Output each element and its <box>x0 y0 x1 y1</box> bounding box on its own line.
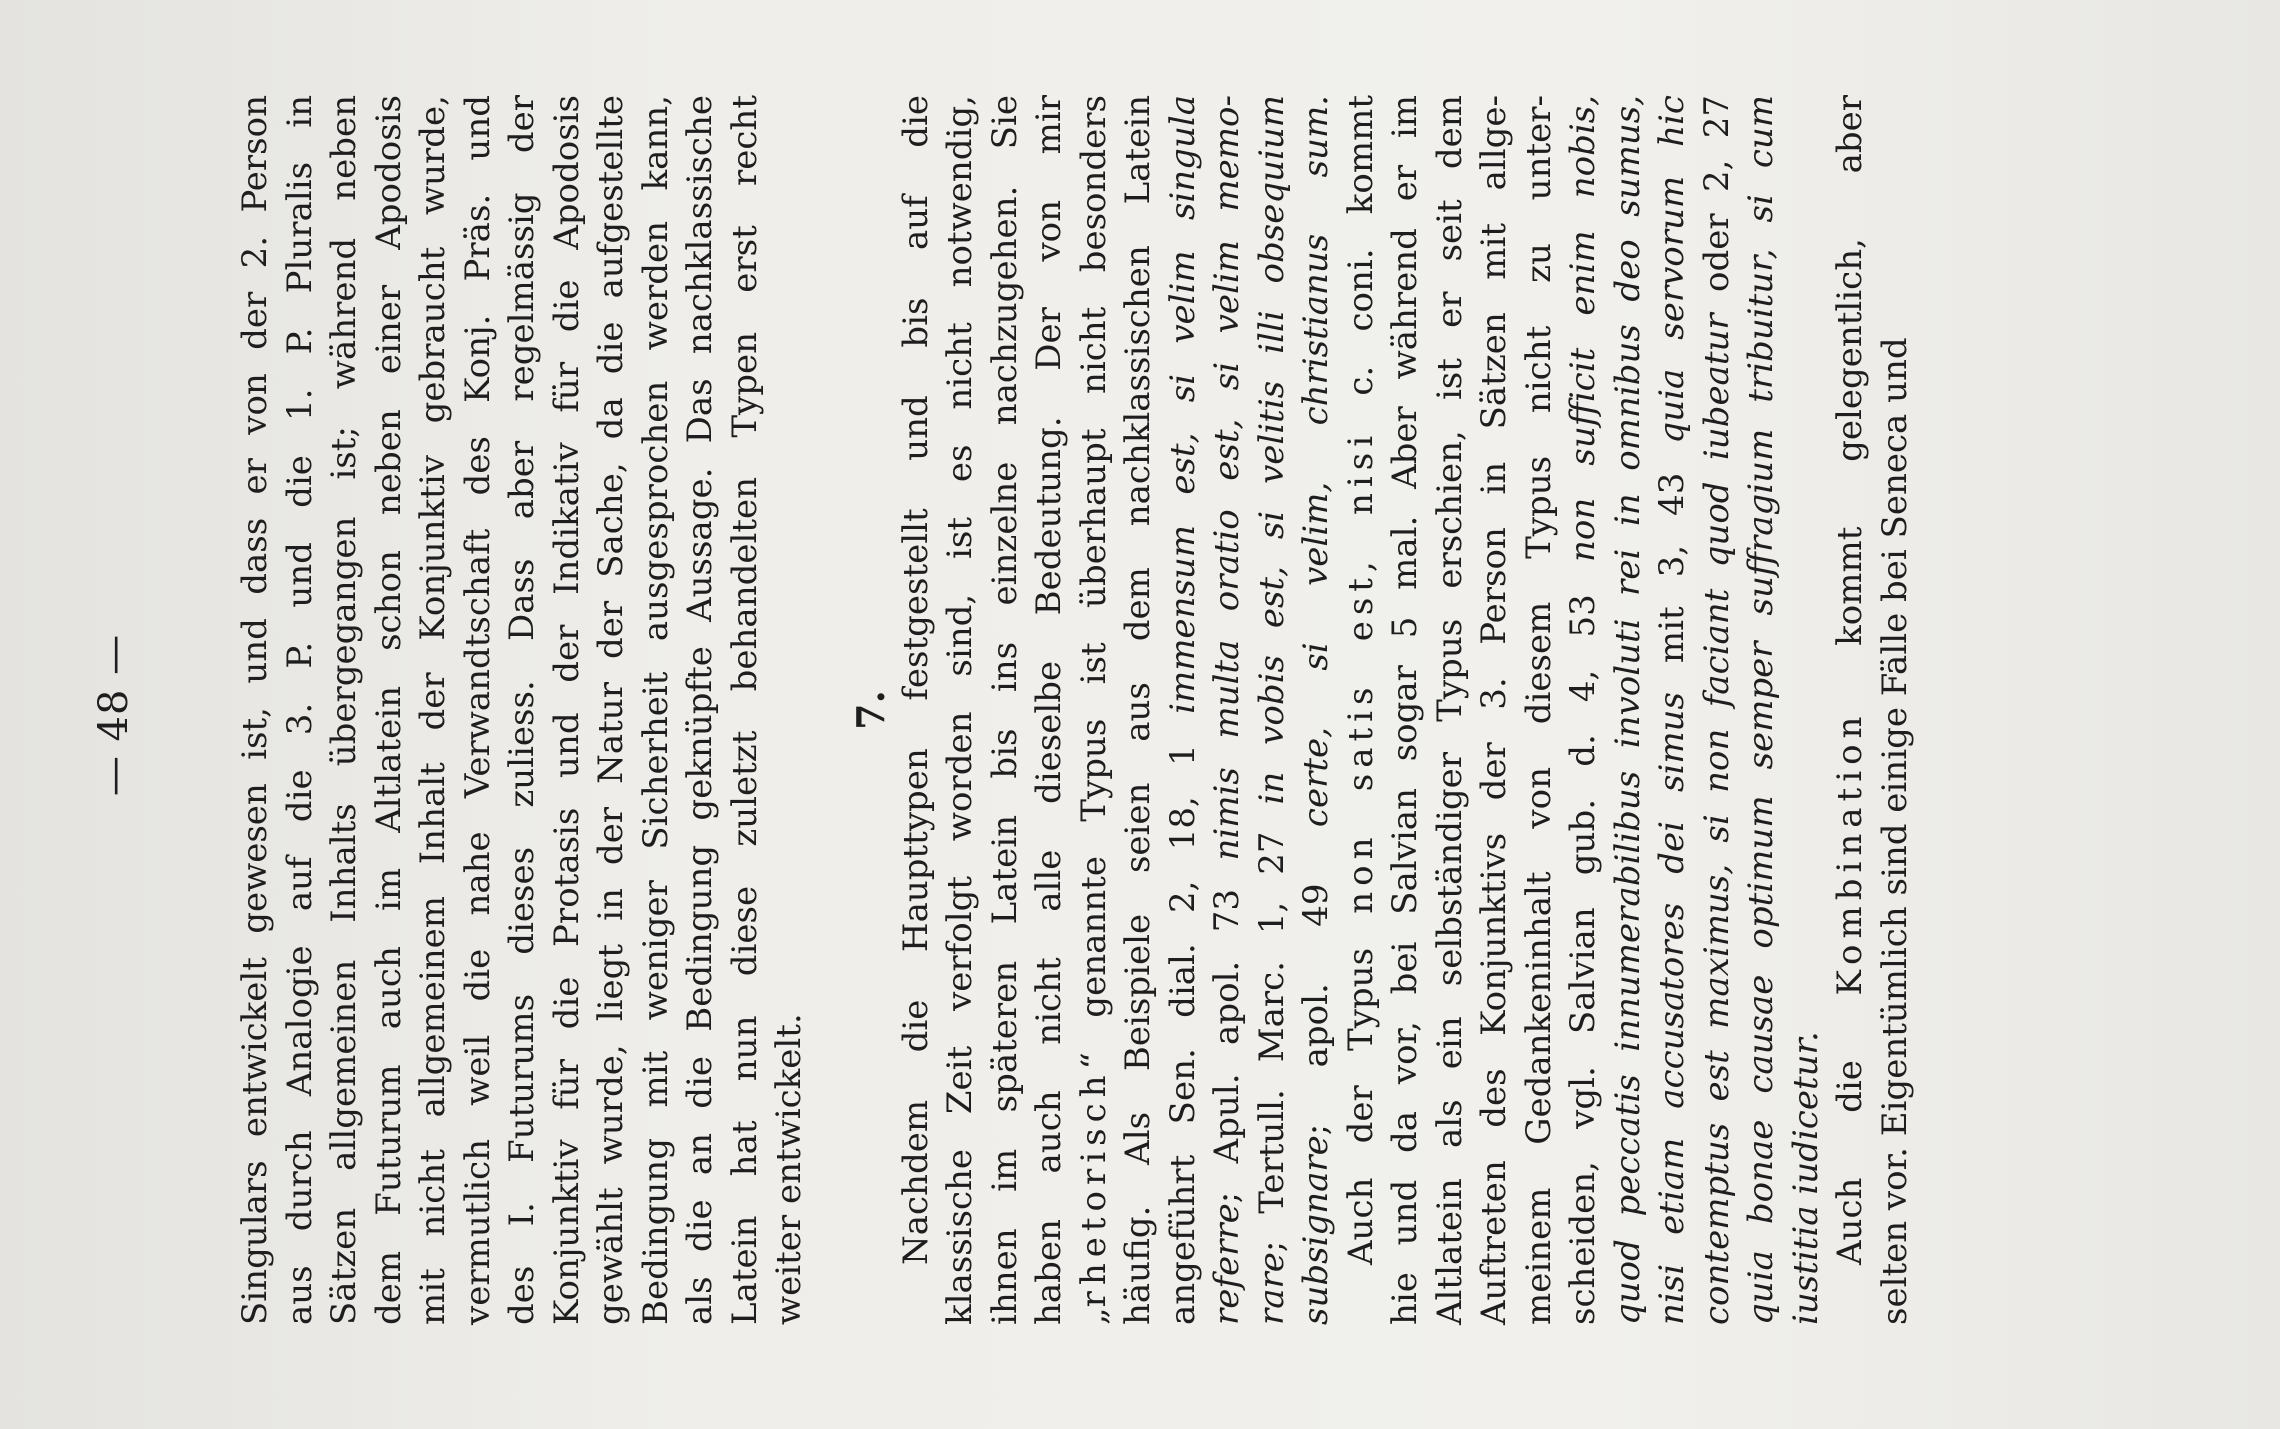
text-segment: gewählt wurde, liegt in der Natur der Sache, da die aufgestellte <box>591 94 631 1325</box>
body-text <box>233 95 1917 1325</box>
text-segment: des I. Futurums dieses zuliess. Dass aber regelmässig der <box>502 94 542 1325</box>
text-line <box>1561 95 1606 1325</box>
section-gap <box>812 95 848 1325</box>
text-line <box>1739 95 1784 1325</box>
text-segment: Auch der Typus <box>1340 913 1381 1265</box>
text-line <box>1828 95 1873 1325</box>
text-segment: ; apol. 49 <box>1296 826 1336 1135</box>
text-segment: ; Tertull. Marc. 1, 27 <box>1251 804 1292 1252</box>
text-segment: aus durch Analogie auf die 3. P. und die 1. P. Pluralis in <box>279 94 320 1325</box>
text-segment: c. coni. kommt <box>1340 94 1381 430</box>
text-segment: oder 2, 27 <box>1696 94 1737 313</box>
text-segment: als die an die Bedingung geknüpfte Aussage. Das nachklassische <box>680 94 720 1325</box>
text-segment: Altlatein als ein selbständiger Typus erschien, ist er seit dem <box>1429 94 1470 1325</box>
text-line <box>367 95 412 1325</box>
text-line <box>1383 95 1428 1325</box>
text-segment: vermutlich weil die nahe Verwandtschaft des Konj. Präs. und <box>457 94 498 1325</box>
text-segment: Konjunktiv für die Protasis und der Indikativ für die Apodosis <box>546 94 587 1325</box>
text-segment: Sätzen allgemeinen Inhalts übergegangen ist; während neben <box>324 94 364 1325</box>
text-segment: “ genannte Typus ist überhaupt nicht besonders <box>1073 94 1114 1069</box>
text-segment: Auch die <box>1830 994 1870 1265</box>
text-line <box>278 95 323 1325</box>
text-line <box>1072 95 1117 1325</box>
text-segment: kommt gelegentlich, aber <box>1830 94 1870 711</box>
text-segment: haben auch nicht alle dieselbe Bedeutung. Der von mir <box>1029 94 1069 1325</box>
text-segment: angeführt Sen. dial. 2, 18, 1 <box>1162 713 1203 1325</box>
text-segment: Nachdem die Haupttypen festgestellt und bis auf die <box>895 94 936 1265</box>
text-line <box>1027 95 1072 1325</box>
text-segment: Auftreten des Konjunktivs der 3. Person in Sätzen mit allge- <box>1474 94 1514 1325</box>
text-line <box>1205 95 1250 1325</box>
text-line <box>1873 95 1918 1325</box>
text-line <box>1606 95 1651 1325</box>
spaced-emphasis: Kombination <box>1830 710 1870 995</box>
text-line <box>456 95 501 1325</box>
text-segment: ihnen im späteren Latein bis ins einzelne nachzugehen. Sie <box>984 94 1025 1325</box>
spaced-emphasis: non satis est, nisi <box>1340 429 1381 914</box>
text-line <box>938 95 983 1325</box>
text-line <box>1784 95 1829 1325</box>
latin-quote: subsignare <box>1296 1134 1336 1325</box>
text-segment: Bedingung mit weniger Sicherheit ausgesprochen werden kann, <box>635 94 676 1325</box>
latin-quote: immensum est, si velim singula <box>1162 94 1203 714</box>
text-line <box>894 95 939 1325</box>
text-segment: scheiden, vgl. Salvian gub. d. 4, 53 <box>1563 561 1603 1325</box>
text-line <box>1294 95 1339 1325</box>
text-segment: dem Futurum auch im Altlatein schon neben einer Apodosis <box>368 94 409 1325</box>
latin-quote: referre <box>1207 1202 1247 1325</box>
latin-quote: non sufficit enim nobis, <box>1563 94 1603 562</box>
text-line <box>322 95 367 1325</box>
text-segment: Singulars entwickelt gewesen ist, und dass er von der 2. Person <box>235 94 275 1325</box>
latin-quote: nimis multa oratio est, si velim memo- <box>1207 94 1247 860</box>
text-line <box>723 95 768 1325</box>
text-segment: „ <box>1073 1306 1114 1325</box>
section-heading: 7. <box>847 689 893 730</box>
text-segment: selten vor. Eigentümlich sind einige Fälle bei Seneca und <box>1874 336 1915 1325</box>
book-page <box>85 55 2195 1375</box>
text-line <box>411 95 456 1325</box>
latin-quote: quod peccatis innumerabilibus involuti rei in omnibus deo sumus, <box>1607 94 1648 1325</box>
text-line <box>678 95 723 1325</box>
text-line <box>545 95 590 1325</box>
latin-quote: iustitia iudicetur. <box>1785 1030 1826 1325</box>
text-segment: mit nicht allgemeinem Inhalt der Konjunktiv gebraucht wurde, <box>413 94 453 1325</box>
text-segment: weiter entwickelt. <box>769 1012 809 1325</box>
spaced-emphasis: rhetorisch <box>1073 1068 1114 1307</box>
text-segment: Latein hat nun diese zuletzt behandelten Typen erst recht <box>724 94 765 1325</box>
text-line <box>1472 95 1517 1325</box>
text-line <box>983 95 1028 1325</box>
text-line <box>1428 95 1473 1325</box>
latin-quote: contemptus est maximus, si non faciant quod iubeatur <box>1696 312 1737 1325</box>
latin-quote: in vobis est, si velitis illi obsequium <box>1251 94 1292 805</box>
text-segment: ; Apul. apol. 73 <box>1207 860 1247 1203</box>
latin-quote: rare <box>1251 1251 1292 1325</box>
latin-quote: certe, si velim, christianus sum. <box>1296 94 1336 827</box>
text-line <box>634 95 679 1325</box>
text-line <box>1650 95 1695 1325</box>
text-line <box>589 95 634 1325</box>
text-segment: mit 3, 43 <box>1652 443 1692 692</box>
text-segment: hie und da vor, bei Salvian sogar 5 mal. Aber während er im <box>1385 94 1425 1325</box>
text-line <box>1339 95 1384 1325</box>
text-line <box>1695 95 1740 1325</box>
text-segment: häufig. Als Beispiele seien aus dem nachklassischen Latein <box>1118 94 1158 1325</box>
text-segment: meinem Gedankeninhalt von diesem Typus nicht zu unter- <box>1518 94 1559 1325</box>
text-segment: klassische Zeit verfolgt worden sind, ist es nicht notwendig, <box>940 94 980 1325</box>
page-number: — 48 — <box>91 633 137 796</box>
text-line <box>767 95 812 1325</box>
text-line <box>1161 95 1206 1325</box>
text-line <box>233 95 278 1325</box>
text-line <box>500 95 545 1325</box>
text-line <box>1250 95 1295 1325</box>
latin-quote: quia servorum hic <box>1652 94 1692 444</box>
text-line <box>1517 95 1562 1325</box>
latin-quote: quia bonae causae optimum semper suffragium tribuitur, si cum <box>1741 94 1781 1325</box>
text-line <box>1116 95 1161 1325</box>
latin-quote: nisi etiam accusatores dei simus <box>1652 691 1692 1325</box>
